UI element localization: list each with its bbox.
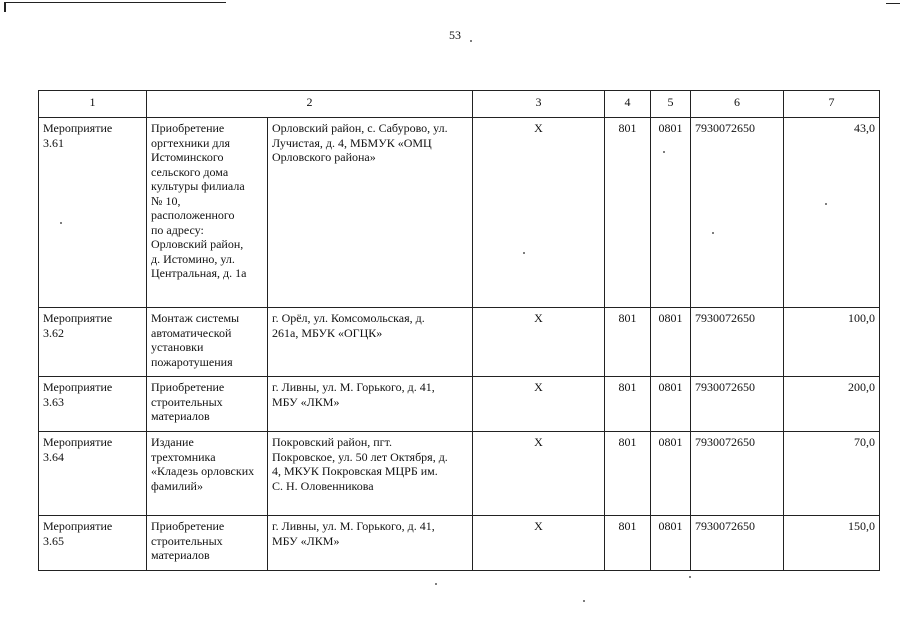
table-header-row <box>39 91 880 118</box>
section-cell: 0801 <box>651 308 691 377</box>
category-cell: 801 <box>605 516 651 571</box>
section-cell: 0801 <box>651 377 691 432</box>
description-cell: Монтаж системы автоматической установки пожаротушения <box>147 308 268 377</box>
scan-speck <box>689 576 691 578</box>
event-cell: Мероприятие 3.64 <box>39 432 147 516</box>
address-cell: г. Ливны, ул. М. Горького, д. 41, МБУ «ЛКМ» <box>268 377 473 432</box>
amount-cell: 200,0 <box>784 377 880 432</box>
scan-speck <box>825 203 827 205</box>
category-cell: 801 <box>605 118 651 308</box>
event-cell: Мероприятие 3.62 <box>39 308 147 377</box>
amount-cell: 150,0 <box>784 516 880 571</box>
table-row <box>39 516 880 571</box>
kcsr-cell: 7930072650 <box>691 516 784 571</box>
section-cell: 0801 <box>651 516 691 571</box>
address-cell: Покровский район, пгт. Покровское, ул. 50 лет Октября, д. 4, МКУК Покровская МЦРБ им. С. Н. Оловенникова <box>268 432 473 516</box>
header-col-6: 6 <box>691 91 784 118</box>
amount-cell: 70,0 <box>784 432 880 516</box>
category-cell: 801 <box>605 432 651 516</box>
section-cell: 0801 <box>651 118 691 308</box>
scan-speck <box>470 40 472 42</box>
kcsr-cell: 7930072650 <box>691 118 784 308</box>
category-cell: 801 <box>605 377 651 432</box>
scan-speck <box>712 232 714 234</box>
scan-edge-line <box>4 2 226 3</box>
kcsr-cell: 7930072650 <box>691 377 784 432</box>
description-cell: Приобретение оргтехники для Истоминского сельского дома культуры филиала № 10, расположенного по адресу: Орловский район, д. Истомино, ул. Центральная, д. 1а <box>147 118 268 308</box>
header-col-1: 1 <box>39 91 147 118</box>
description-cell: Издание трехтомника «Кладезь орловских фамилий» <box>147 432 268 516</box>
table-row <box>39 377 880 432</box>
category-cell: 801 <box>605 308 651 377</box>
address-cell: г. Орёл, ул. Комсомольская, д. 261а, МБУК «ОГЦК» <box>268 308 473 377</box>
scan-edge-mark <box>886 3 900 4</box>
scan-speck <box>435 583 437 585</box>
scan-speck <box>663 151 665 153</box>
address-cell: г. Ливны, ул. М. Горького, д. 41, МБУ «ЛКМ» <box>268 516 473 571</box>
table-row <box>39 432 880 516</box>
table-row <box>39 118 880 308</box>
amount-cell: 43,0 <box>784 118 880 308</box>
header-col-4: 4 <box>605 91 651 118</box>
header-col-3: 3 <box>473 91 605 118</box>
code-cell: X <box>473 118 605 308</box>
scan-speck <box>523 252 525 254</box>
scan-edge-tick <box>4 2 6 12</box>
scan-speck <box>583 600 585 602</box>
header-col-5: 5 <box>651 91 691 118</box>
code-cell: X <box>473 377 605 432</box>
section-cell: 0801 <box>651 432 691 516</box>
header-col-7: 7 <box>784 91 880 118</box>
code-cell: X <box>473 308 605 377</box>
budget-table <box>38 90 880 571</box>
code-cell: X <box>473 432 605 516</box>
header-col-2: 2 <box>147 91 473 118</box>
page-number: 53 <box>449 28 461 42</box>
table-row <box>39 308 880 377</box>
event-cell: Мероприятие 3.65 <box>39 516 147 571</box>
code-cell: X <box>473 516 605 571</box>
description-cell: Приобретение строительных материалов <box>147 516 268 571</box>
address-cell: Орловский район, с. Сабурово, ул. Лучистая, д. 4, МБМУК «ОМЦ Орловского района» <box>268 118 473 308</box>
event-cell: Мероприятие 3.61 <box>39 118 147 308</box>
amount-cell: 100,0 <box>784 308 880 377</box>
description-cell: Приобретение строительных материалов <box>147 377 268 432</box>
kcsr-cell: 7930072650 <box>691 432 784 516</box>
kcsr-cell: 7930072650 <box>691 308 784 377</box>
scan-speck <box>60 222 62 224</box>
event-cell: Мероприятие 3.63 <box>39 377 147 432</box>
